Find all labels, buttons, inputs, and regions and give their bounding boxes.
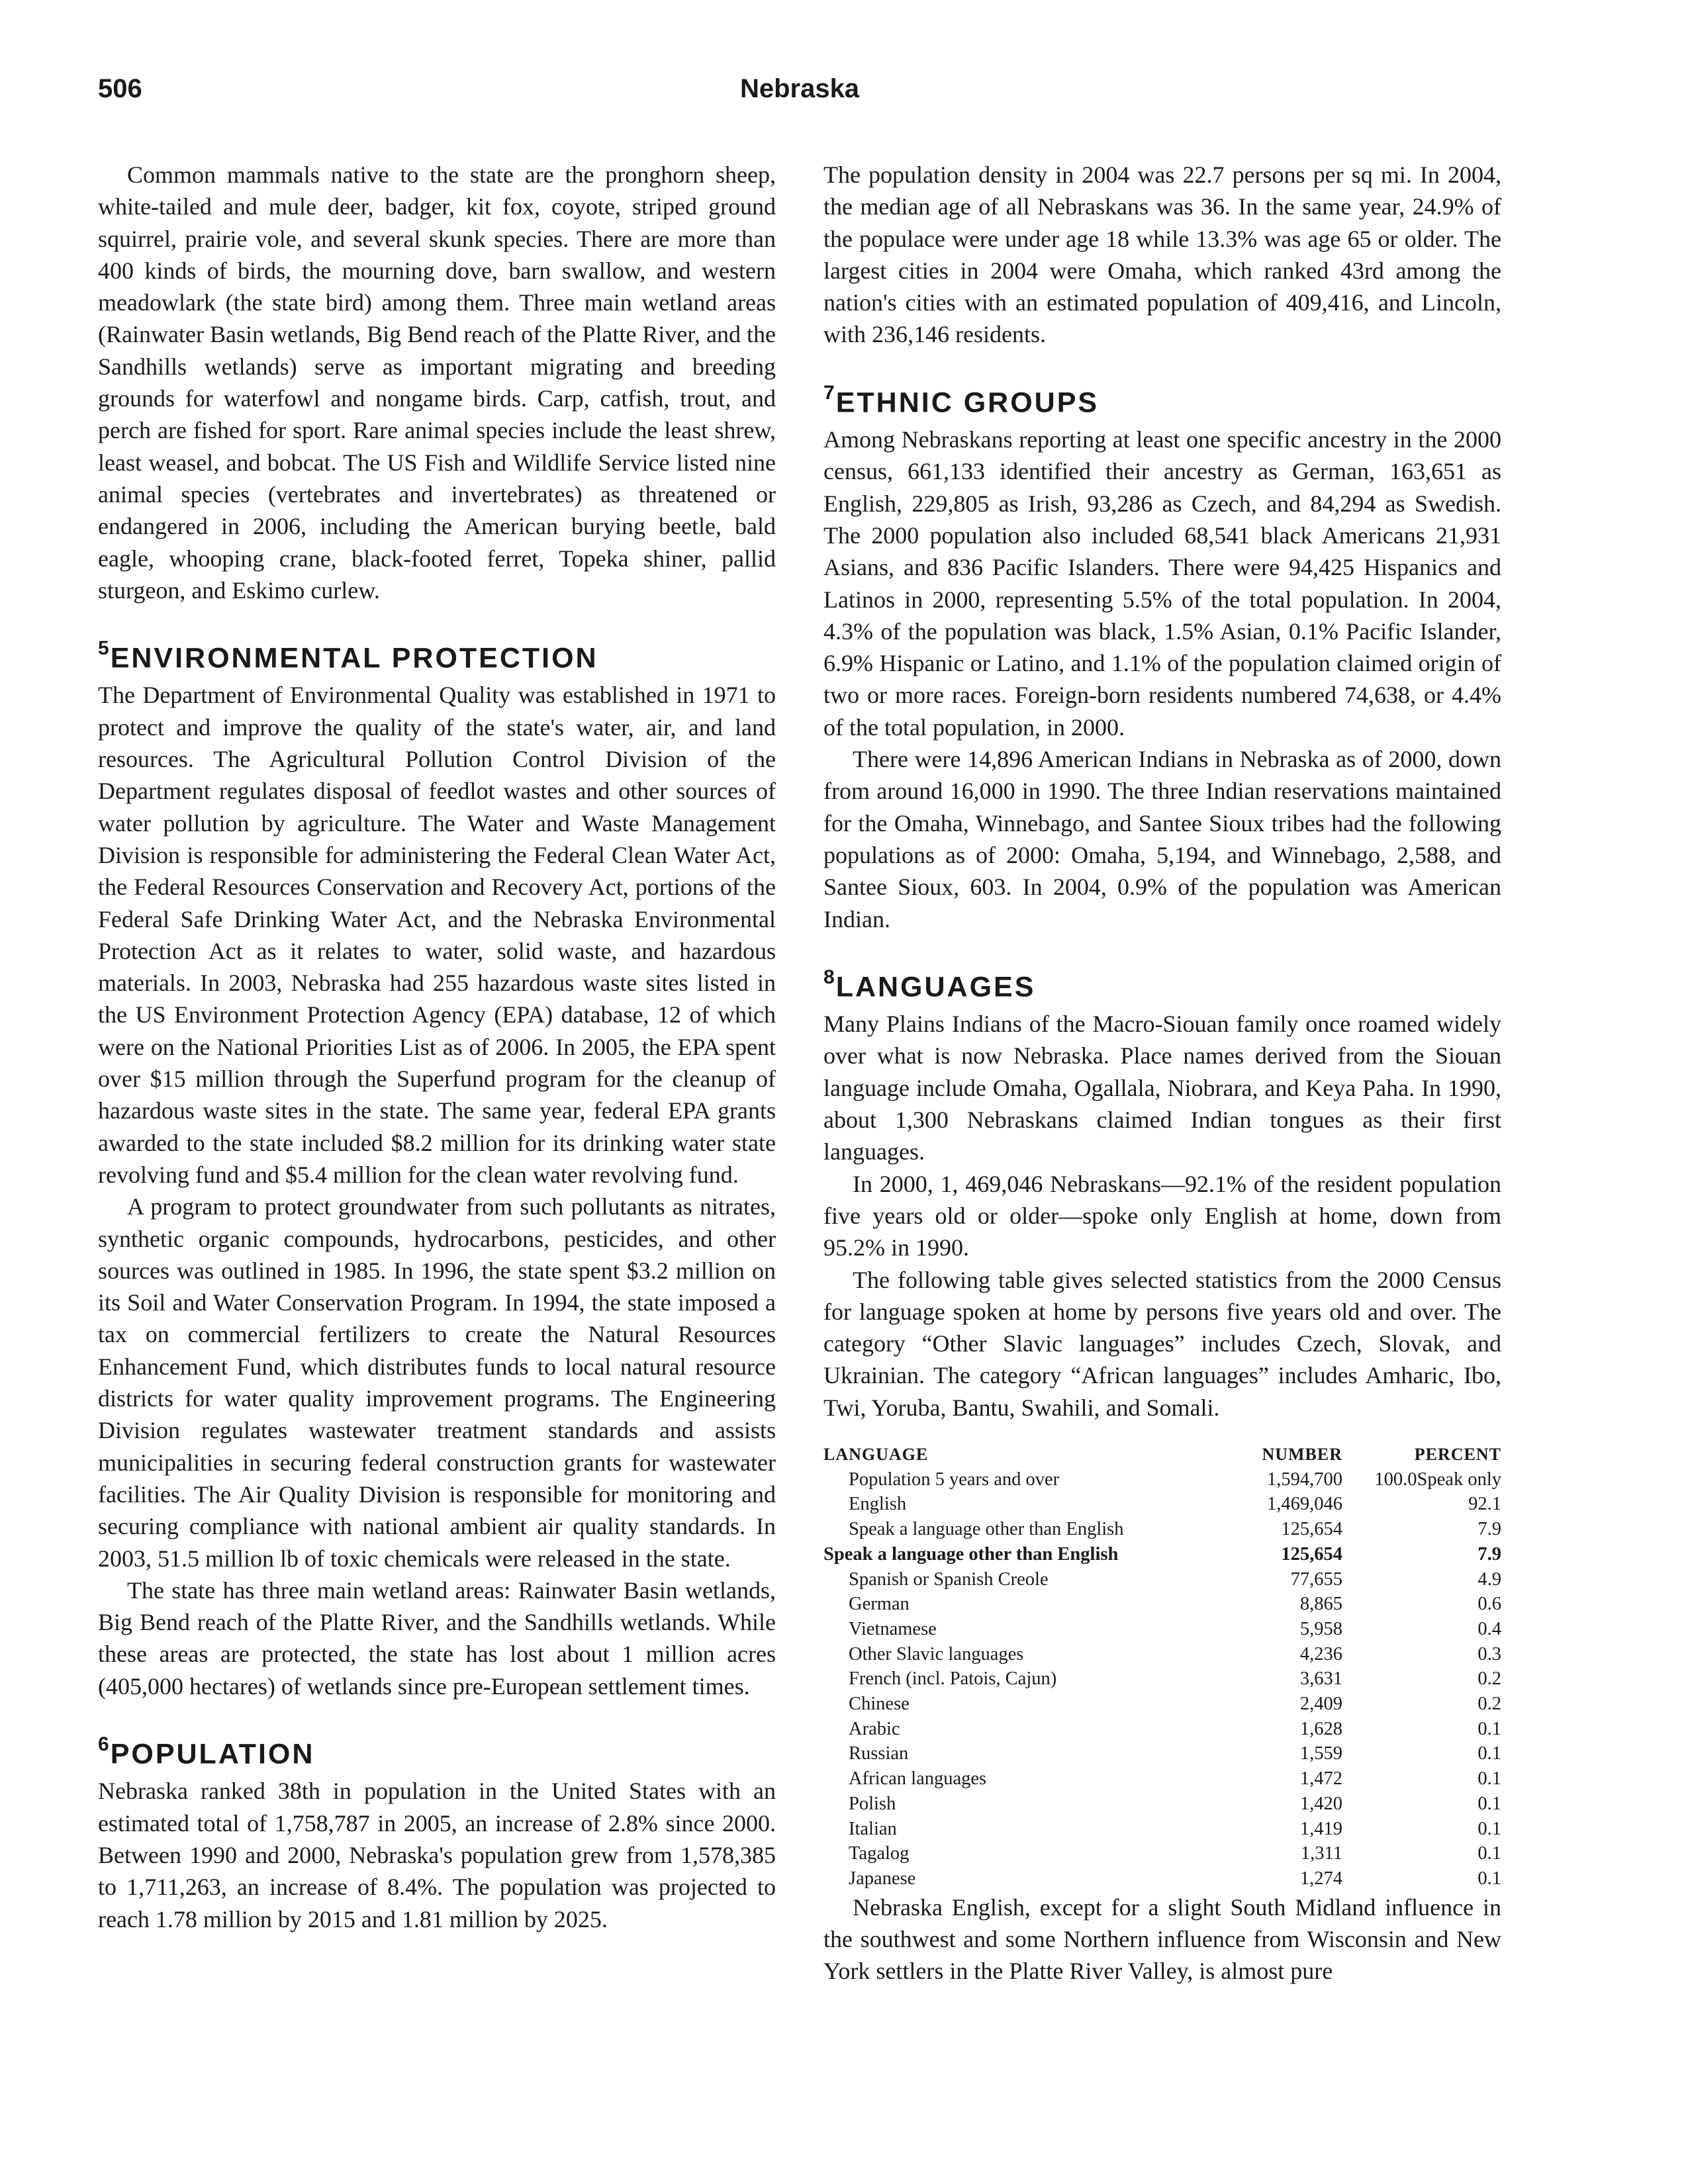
percent-cell: 0.1 [1477,1768,1501,1790]
number-cell: 1,469,046 [1267,1494,1342,1515]
section-number: 8 [823,966,835,988]
number-cell: 1,472 [1299,1768,1342,1790]
number-cell: 77,655 [1290,1569,1342,1590]
percent-cell: 7.9 [1477,1543,1501,1565]
section-number: 7 [823,381,835,404]
language-cell: Speak a language other than English [823,1543,1119,1565]
paragraph-languages-1: Many Plains Indians of the Macro-Siouan family once roamed widely over what is now Nebraska. Place names derived from the Siouan language include Omaha, Ogallala, Niobrara, and Keya Paha. In 1990, about 1,300 Nebraskans claimed Indian tongues as their first languages. [823,1011,1501,1165]
percent-cell: 7.9 [1477,1519,1501,1540]
number-cell: 125,654 [1281,1543,1342,1565]
paragraph-environment-2: A program to protect groundwater from such pollutants as nitrates, synthetic organic compounds, hydrocarbons, pesticides, and other sources was outlined in 1985. In 1996, the state spent $3.2 million on its Soil and Water Conservation Program. In 1994, the state imposed a tax on commercial fertilizers to create the Natural Resources Enhancement Fund, which distributes funds to local natural resource districts for water quality improvement programs. The Engineering Division regulates wastewater treatment standards and assists municipalities in securing federal construction grants for wastewater facilities. The Air Quality Division is responsible for monitoring and securing compliance with national ambient air quality standards. In 2003, 51.5 million lb of toxic chemicals were released in the state. [98,1193,776,1572]
paragraph-environment-3: The state has three main wetland areas: Rainwater Basin wetlands, Big Bend reach of the Platte River, and the Sandhills wetlands. While these areas are protected, the state has lost about 1 million acres (405,000 hectares) of wetlands since pre-European settlement times. [98,1576,776,1700]
paragraph-population-2: The population density in 2004 was 22.7 persons per sq mi. In 2004, the median age of all Nebraskans was 36. In the same year, 24.9% of the populace were under age 18 while 13.3% was age 65 or older. The largest cities in 2004 were Omaha, which ranked 43rd among the nation's cities with an estimated population of 409,416, and Lincoln, with 236,146 residents. [823,161,1501,348]
section-heading-languages [823,962,1501,1005]
table-row [823,1792,1501,1817]
percent-cell: 0.1 [1477,1718,1501,1739]
section-title: ENVIRONMENTAL PROTECTION [110,642,598,674]
number-cell: 1,559 [1299,1743,1342,1764]
language-table [823,1442,1501,1891]
table-row-subtotal [823,1542,1501,1567]
percent-cell: 0.1 [1477,1818,1501,1839]
language-cell: English [849,1494,907,1515]
running-title: Nebraska [739,74,860,103]
paragraph-languages-3: The following table gives selected statistics from the 2000 Census for language spoken at home by persons five years old and over. The category “Other Slavic languages” includes Czech, Slovak, and Ukrainian. The category “African languages” includes Amharic, Ibo, Twi, Yoruba, Bantu, Swahili, and Somali. [823,1266,1501,1421]
table-row [823,1766,1501,1792]
section-number: 6 [98,1733,109,1755]
number-cell: 2,409 [1299,1694,1342,1715]
language-cell: Arabic [849,1718,900,1739]
number-cell: 1,628 [1299,1718,1342,1739]
column-header-number: NUMBER [1262,1445,1342,1465]
percent-cell: 0.2 [1477,1694,1501,1715]
number-cell: 125,654 [1281,1519,1342,1540]
table-row [823,1717,1501,1742]
percent-cell: 0.1 [1477,1843,1501,1864]
page-number: 506 [98,74,142,103]
table-row [823,1567,1501,1592]
number-cell: 1,419 [1299,1818,1342,1839]
percent-cell: 0.3 [1477,1643,1501,1664]
column-header-language: LANGUAGE [823,1445,929,1465]
language-cell: French (incl. Patois, Cajun) [849,1668,1057,1690]
number-cell: 1,311 [1300,1843,1342,1864]
language-cell: Vietnamese [849,1618,937,1639]
number-cell: 1,420 [1299,1793,1342,1814]
percent-cell: 0.6 [1477,1594,1501,1615]
percent-cell: 4.9 [1477,1569,1501,1590]
number-cell: 8,865 [1299,1594,1342,1615]
table-row [823,1692,1501,1717]
table-row [823,1642,1501,1667]
section-heading-ethnic-groups [823,377,1501,421]
number-cell: 1,274 [1299,1868,1342,1889]
section-heading-environmental-protection [98,633,776,676]
section-title: POPULATION [110,1738,315,1770]
percent-cell: 0.4 [1477,1618,1501,1639]
table-row [823,1617,1501,1642]
paragraph-languages-2: In 2000, 1, 469,046 Nebraskans—92.1% of the resident population five years old or older—spoke only English at home, down from 95.2% in 1990. [823,1170,1501,1261]
table-row [823,1866,1501,1891]
language-cell: Other Slavic languages [849,1643,1024,1664]
number-cell: 3,631 [1299,1668,1342,1690]
number-cell: 5,958 [1299,1618,1342,1639]
percent-cell: 0.1 [1477,1793,1501,1814]
table-row [823,1841,1501,1866]
table-row [823,1741,1501,1766]
language-cell: Russian [849,1743,909,1764]
paragraph-ethnic-1: Among Nebraskans reporting at least one specific ancestry in the 2000 census, 661,133 identified their ancestry as German, 163,651 as English, 229,805 as Irish, 93,286 as Czech, and 84,294 as Swedish. The 2000 population also included 68,541 black Americans 21,931 Asians, and 836 Pacific Islanders. There were 94,425 Hispanics and Latinos in 2000, representing 5.5% of the total population. In 2004, 4.3% of the population was black, 1.5% Asian, 0.1% Pacific Islander, 6.9% Hispanic or Latino, and 1.1% of the population claimed origin of two or more races. Foreign-born residents numbered 74,638, or 4.4% of the total population, in 2000. [823,426,1501,741]
paragraph-population-1: Nebraska ranked 38th in population in the United States with an estimated total of 1,758,787 in 2005, an increase of 2.8% since 2000. Between 1990 and 2000, Nebraska's population grew from 1,578,385 to 1,711,263, an increase of 8.4%. The population was projected to reach 1.78 million by 2015 and 1.81 million by 2025. [98,1778,776,1933]
language-cell: Spanish or Spanish Creole [849,1569,1049,1590]
paragraph-languages-4: Nebraska English, except for a slight South Midland influence in the southwest and some Northern influence from Wisconsin and New York settlers in the Platte River Valley, is almost pure [823,1893,1501,1985]
language-cell: Italian [849,1818,897,1839]
column-header-percent: PERCENT [1414,1445,1501,1465]
percent-cell: 0.2 [1477,1668,1501,1690]
section-title: ETHNIC GROUPS [835,387,1100,419]
paragraph-mammals: Common mammals native to the state are the pronghorn sheep, white-tailed and mule deer, badger, kit fox, coyote, striped ground squirrel, prairie vole, and several skunk species. There are more than 400 kinds of birds, the mourning dove, barn swallow, and western meadowlark (the state bird) among them. Three main wetland areas (Rainwater Basin wetlands, Big Bend reach of the Platte River, and the Sandhills wetlands) serve as important migrating and breeding grounds for waterfowl and nongame birds. Carp, catfish, trout, and perch are fished for sport. Rare animal species include the least shrew, least weasel, and bobcat. The US Fish and Wildlife Service listed nine animal species (vertebrates and invertebrates) as threatened or endangered in 2006, including the American burying beetle, bald eagle, whooping crane, black-footed ferret, Topeka shiner, pallid sturgeon, and Eskimo curlew. [98,161,776,604]
table-row [823,1517,1501,1542]
right-column [823,159,1501,1987]
percent-cell: 100.0Speak only [1374,1469,1501,1490]
language-cell: German [849,1594,910,1615]
paragraph-environment-1: The Department of Environmental Quality was established in 1971 to protect and improve the quality of the state's water, air, and land resources. The Agricultural Pollution Control Division of the Department regulates disposal of feedlot wastes and other sources of water pollution by agriculture. The Water and Waste Management Division is responsible for administering the Federal Clean Water Act, the Federal Resources Conservation and Recovery Act, portions of the Federal Safe Drinking Water Act, and the Nebraska Environmental Protection Act as it relates to water, solid waste, and hazardous materials. In 2003, Nebraska had 255 hazardous waste sites listed in the US Environment Protection Agency (EPA) database, 12 of which were on the National Priorities List as of 2006. In 2005, the EPA spent over $15 million through the Superfund program for the cleanup of hazardous waste sites in the state. The same year, federal EPA grants awarded to the state included $8.2 million for its drinking water state revolving fund and $5.4 million for the clean water revolving fund. [98,682,776,1188]
language-cell: Chinese [849,1694,910,1715]
table-row [823,1817,1501,1842]
language-cell: Speak a language other than English [849,1519,1124,1540]
page-header [98,74,1501,114]
table-row [823,1592,1501,1617]
paragraph-ethnic-2: There were 14,896 American Indians in Nebraska as of 2000, down from around 16,000 in 1990. The three Indian reservations maintained for the Omaha, Winnebago, and Santee Sioux tribes had the following populations as of 2000: Omaha, 5,194, and Winnebago, 2,588, and Santee Sioux, 603. In 2004, 0.9% of the population was American Indian. [823,746,1501,933]
language-cell: Tagalog [849,1843,910,1864]
percent-cell: 0.1 [1477,1743,1501,1764]
language-cell: African languages [849,1768,987,1790]
language-cell: Japanese [849,1868,916,1889]
table-row [823,1666,1501,1692]
percent-cell: 92.1 [1468,1494,1501,1515]
section-number: 5 [98,637,109,660]
language-cell: Population 5 years and over [849,1469,1060,1490]
table-row [823,1492,1501,1517]
section-heading-population [98,1729,776,1772]
section-title: LANGUAGES [835,971,1036,1003]
table-row [823,1467,1501,1492]
number-cell: 4,236 [1299,1643,1342,1664]
left-column [98,159,776,1935]
percent-cell: 0.1 [1477,1868,1501,1889]
table-header-row [823,1442,1501,1467]
number-cell: 1,594,700 [1267,1469,1342,1490]
language-cell: Polish [849,1793,896,1814]
